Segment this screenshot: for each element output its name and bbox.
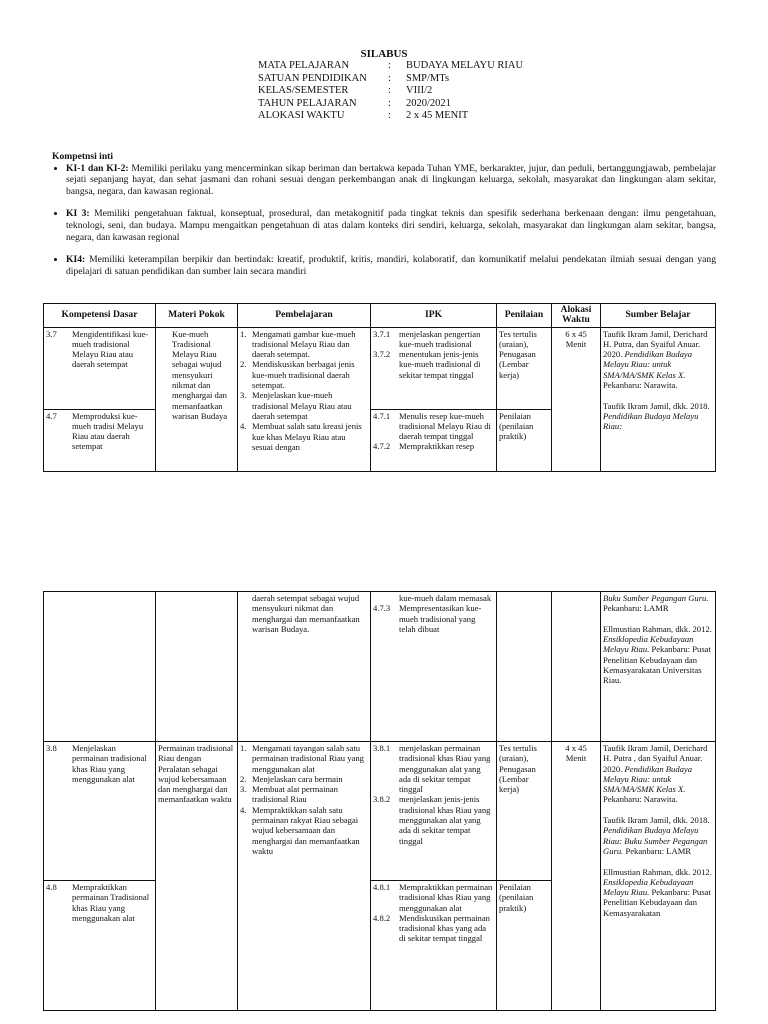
alokasi-cell: 4 x 45 Menit [552, 742, 601, 1011]
header-value: SMP/MTs [406, 72, 450, 84]
header-row: KELAS/SEMESTER : VIII/2 [258, 85, 433, 96]
header-row: MATA PELAJARAN : BUDAYA MELAYU RIAU [258, 60, 524, 71]
header-row: ALOKASI WAKTU : 2 x 45 MENIT [258, 110, 469, 121]
header-label: ALOKASI WAKTU [258, 110, 345, 121]
penilaian-cell: Penilaian (penilaian praktik) [497, 409, 552, 471]
silabus-table-bottom [43, 591, 716, 1011]
header-value: VIII/2 [406, 85, 433, 96]
ki-item: • KI4: Memiliki keterampilan berpikir dan bertindak: kreatif, produktif, kritis, mandiri, kolaboratif, dan komunikatif melalui pendekatan ilmiah sesuai dengan yang dipelajari di satuan pendidikan dan sumber lain secara mandiri [66, 254, 716, 277]
materi-cell: Kue-mueh Tradisional Melayu Riau sebagai wujud mensyukuri nikmat dan menghargai dan memanfaatkan warisan Budaya [156, 327, 238, 471]
header-value: 2020/2021 [406, 97, 451, 109]
penilaian-cell: Tes tertulis (uraian), Penugasan (Lembar kerja) [497, 327, 552, 409]
header-label: TAHUN PELAJARAN [258, 97, 357, 109]
ipk-cell: 3.8.1 menjelaskan permainan tradisional khas Riau yang menggunakan alat yang ada di sekitar tempat tinggal 3.8.2 menjelaskan jenis-jenis tradisional khas Riau yang menggunakan alat yang ada di sekitar tempat tinggal [371, 742, 497, 881]
col-header: Pembelajaran [238, 304, 371, 328]
ipk-cell: 4.8.1 Mempraktikkan permainan tradisional khas Riau yang menggunakan alat 4.8.2 Mendiskusikan permainan tradisional khas yang ada di sekitar tempat tinggal [371, 881, 497, 1011]
penilaian-cell [497, 592, 552, 742]
ipk-cell: 3.7.1 menjelaskan pengertian kue-mueh tradisional 3.7.2 menentukan jenis-jenis kue-mueh tradisional di sekitar tempat tinggal [371, 327, 497, 409]
pembelajaran-cell: daerah setempat sebagai wujud mensyukuri nikmat dan menghargai dan memanfaatkan warisan Budaya. [238, 592, 371, 742]
header-value: 2 x 45 MENIT [406, 110, 469, 121]
silabus-table-top [43, 303, 716, 472]
col-header: Alokasi Waktu [552, 304, 601, 328]
kd-cell: 4.8 Mempraktikkan permainan Tradisional khas Riau yang menggunakan alat [44, 881, 156, 1011]
pembelajaran-cell: 1. Mengamati gambar kue-mueh tradisional Melayu Riau dan daerah setempat. 2. Mendiskusikan berbagai jenis kue-mueh tradisional daerah setempat. 3. Menjelaskan kue-mueh tradisional Melayu Riau atau daerah setempat 4. Membuat salah satu kreasi jenis kue khas Melayu Riau atau sesuai dengan [238, 327, 371, 471]
alokasi-cell [552, 592, 601, 742]
col-header: Kompetensi Dasar [44, 304, 156, 328]
ki-item: • KI 3: Memiliki pengetahuan faktual, konseptual, prosedural, dan metakognitif pada tingkat teknis dan spesifik sederhana berkenaan dengan: ilmu pengetahuan, teknologi, seni, dan budaya. Mampu mengaitkan pengetahuan di atas dalam konteks diri sendiri, keluarga, sekolah, masyarakat dan lingkungan alam sekitar, bangsa, negara, dan kawasan regional [66, 208, 716, 243]
col-header: Materi Pokok [156, 304, 238, 328]
alokasi-cell: 6 x 45 Menit [552, 327, 601, 471]
header-label: MATA PELAJARAN [258, 60, 350, 71]
ipk-cell: kue-mueh dalam memasak 4.7.3 Mempresentasikan kue-mueh tradisional yang telah dibuat [371, 592, 497, 742]
header-info [258, 60, 523, 123]
ki-heading: Kompetnsi inti [52, 151, 114, 162]
header-row: SATUAN PENDIDIKAN : SMP/MTs [258, 72, 450, 84]
kd-cell [44, 592, 156, 742]
materi-cell: Permainan tradisional Riau dengan Peralatan sebagai wujud kebersamaan dan menghargai dan memanfaatkan waktu [156, 742, 238, 1011]
header-label: SATUAN PENDIDIKAN [258, 72, 367, 84]
document-title: SILABUS [360, 48, 408, 60]
ipk-cell: 4.7.1 Menulis resep kue-mueh tradisional Melayu Riau di daerah tempat tinggal 4.7.2 Mempraktikkan resep [371, 409, 497, 471]
kd-cell: 3.8 Menjelaskan permainan tradisional khas Riau yang menggunakan alat [44, 742, 156, 881]
header-row: TAHUN PELAJARAN : 2020/2021 [258, 97, 451, 109]
col-header: Sumber Belajar [601, 304, 716, 328]
ki-item: • KI-1 dan KI-2: Memiliki perilaku yang mencerminkan sikap beriman dan bertakwa kepada Tuhan YME, berkarakter, jujur, dan peduli, bertanggungjawab, pembelajar sejati sepanjang hayat, dan sehat jasmani dan rohani sesuai dengan perkembangan anak di lingkungan keluarga, sekolah, masyarakat dan lingkungan alam sekitar, bangsa, negara, dan kawasan regional. [66, 163, 716, 198]
kd-cell: 3.7 Mengidentifikasi kue-mueh tradisional Melayu Riau atau daerah setempat [44, 327, 156, 409]
header-label: KELAS/SEMESTER [258, 85, 349, 96]
header-value: BUDAYA MELAYU RIAU [406, 60, 524, 71]
penilaian-cell: Penilaian (penilaian praktik) [497, 881, 552, 1011]
materi-cell [156, 592, 238, 742]
kompetensi-inti [52, 151, 716, 288]
sumber-cell: Taufik Ikram Jamil, Derichard H. Putra , dan Syaiful Anuar. 2020. Pendidikan Budaya Melayu Riau: untuk SMA/MA/SMK Kelas X. Pekanbaru: Narawita. Taufik Ikram Jamil, dkk. 2018. Pendidikan Budaya Melayu Riau: Buku Sumber Pegangan Guru. Pekanbaru: LAMR Ellmustian Rahman, dkk. 2012. Ensiklopedia Kebudayaan Melayu Riau. Pekanbaru: Pusat Penelitian Kebudayaan dan Kemasyarakatan [601, 742, 716, 1011]
pembelajaran-cell: 1. Mengamati tayangan salah satu permainan tradisional Riau yang menggunakan alat 2. Menjelaskan cara bermain 3. Membuat alat permainan tradisional Riau 4. Mempraktikkan salah satu permainan rakyat Riau sebagai wujud kebersamaan dan menghargai dan memanfaatkan waktu [238, 742, 371, 1011]
penilaian-cell: Tes tertulis (uraian), Penugasan (Lembar kerja) [497, 742, 552, 881]
sumber-cell: Taufik Ikram Jamil, Derichard H. Putra, dan Syaiful Anuar. 2020. Pendidikan Budaya Melayu Riau: untuk SMA/MA/SMK Kelas X. Pekanbaru: Narawita. Taufik Ikram Jamil, dkk. 2018. Pendidikan Budaya Melayu Riau: [601, 327, 716, 471]
col-header: Penilaian [497, 304, 552, 328]
kd-cell: 4.7 Memproduksi kue-mueh tradisi Melayu Riau atau daerah setempat [44, 409, 156, 471]
col-header: IPK [371, 304, 497, 328]
sumber-cell: Buku Sumber Pegangan Guru. Pekanbaru: LAMR Ellmustian Rahman, dkk. 2012. Ensiklopedia Kebudayaan Melayu Riau. Pekanbaru: Pusat Penelitian Kebudayaan dan Kemasyarakatan Universitas Riau. [601, 592, 716, 742]
